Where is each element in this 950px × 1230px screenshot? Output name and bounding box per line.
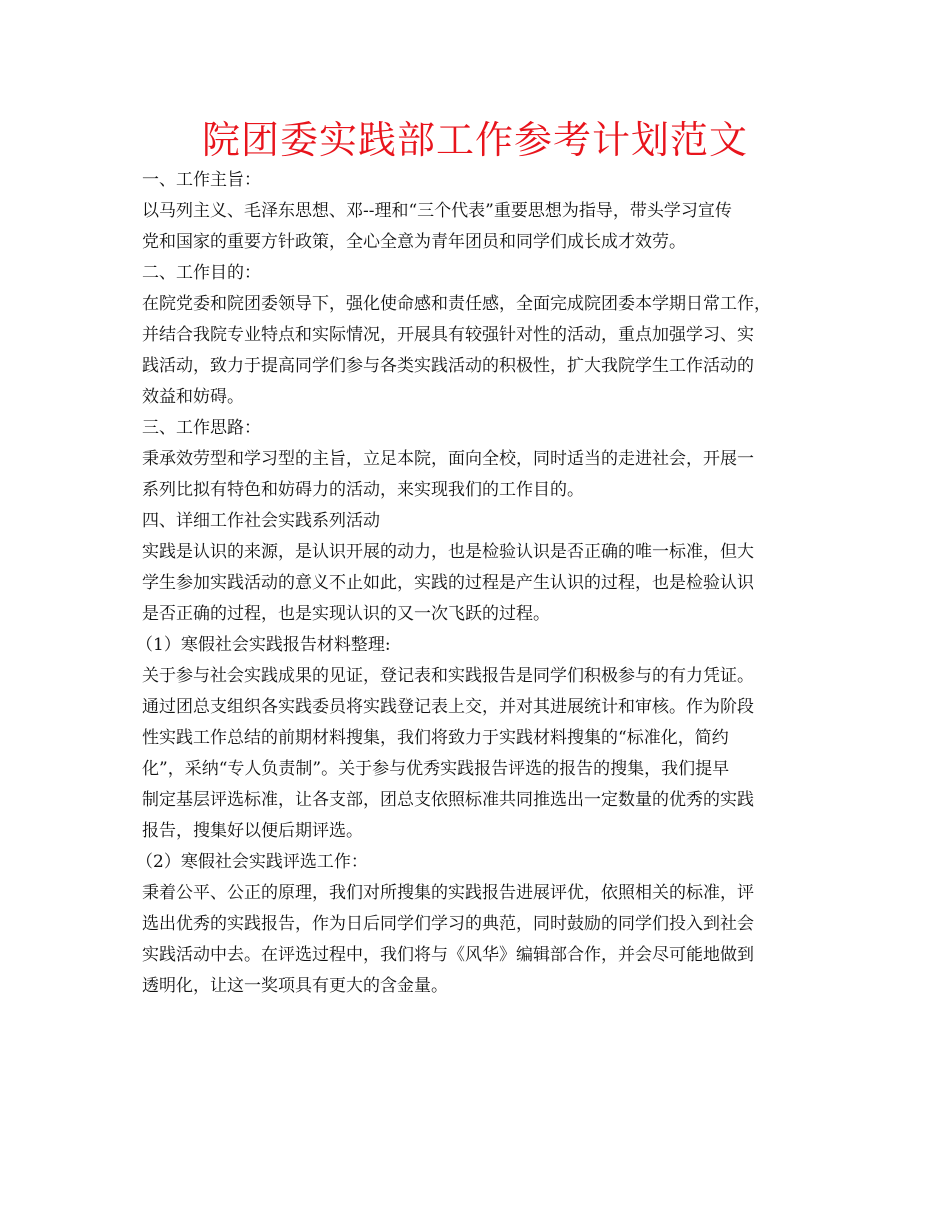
- subsection-heading-2: （2）寒假社会实践评选工作：: [136, 852, 368, 872]
- paragraph-line: 透明化，让这一奖项具有更大的含金量。: [142, 976, 448, 996]
- paragraph-line: 性实践工作总结的前期材料搜集，我们将致力于实践材料搜集的“标准化，简约: [142, 728, 729, 748]
- paragraph-line: 通过团总支组织各实践委员将实践登记表上交，并对其进展统计和审核。作为阶段: [142, 697, 754, 717]
- paragraph-line: 效益和妨碍。: [142, 387, 244, 407]
- section-heading-2: 二、工作目的：: [142, 263, 261, 283]
- paragraph-line: 秉着公平、公正的原理，我们对所搜集的实践报告进展评优，依照相关的标准，评: [142, 883, 754, 903]
- paragraph-line: 并结合我院专业特点和实际情况，开展具有较强针对性的活动，重点加强学习、实: [142, 325, 754, 345]
- paragraph-line: 践活动，致力于提高同学们参与各类实践活动的积极性，扩大我院学生工作活动的: [142, 356, 754, 376]
- paragraph-line: 党和国家的重要方针政策，全心全意为青年团员和同学们成长成才效劳。: [142, 232, 686, 252]
- paragraph-line: 报告，搜集好以便后期评选。: [142, 821, 363, 841]
- document-body: [136, 165, 818, 1002]
- document-title: 院团委实践部工作参考计划范文: [201, 118, 748, 162]
- paragraph-line: 以马列主义、毛泽东思想、邓--理和“三个代表”重要思想为指导，带头学习宣传: [142, 201, 732, 221]
- paragraph-line: 制定基层评选标准，让各支部，团总支依照标准共同推选出一定数量的优秀的实践: [142, 790, 754, 810]
- paragraph-line: 关于参与社会实践成果的见证，登记表和实践报告是同学们积极参与的有力凭证。: [142, 666, 754, 686]
- paragraph-line: 实践活动中去。在评选过程中，我们将与《风华》编辑部合作，并会尽可能地做到: [142, 945, 754, 965]
- section-heading-1: 一、工作主旨：: [142, 170, 261, 190]
- section-heading-4: 四、详细工作社会实践系列活动: [142, 511, 380, 531]
- paragraph-line: 系列比拟有特色和妨碍力的活动，来实现我们的工作目的。: [142, 480, 584, 500]
- paragraph-line: 秉承效劳型和学习型的主旨，立足本院，面向全校，同时适当的走进社会，开展一: [142, 449, 754, 469]
- paragraph-line: 实践是认识的来源，是认识开展的动力，也是检验认识是否正确的唯一标准，但大: [142, 542, 754, 562]
- subsection-heading-1: （1）寒假社会实践报告材料整理:: [136, 635, 391, 655]
- paragraph-line: 在院党委和院团委领导下，强化使命感和责任感，全面完成院团委本学期日常工作，: [142, 294, 771, 314]
- section-heading-3: 三、工作思路：: [142, 418, 261, 438]
- paragraph-line: 选出优秀的实践报告，作为日后同学们学习的典范，同时鼓励的同学们投入到社会: [142, 914, 754, 934]
- paragraph-line: 学生参加实践活动的意义不止如此，实践的过程是产生认识的过程，也是检验认识: [142, 573, 754, 593]
- paragraph-line: 化”，采纳“专人负责制”。关于参与优秀实践报告评选的报告的搜集，我们提早: [142, 759, 730, 779]
- paragraph-line: 是否正确的过程，也是实现认识的又一次飞跃的过程。: [142, 604, 550, 624]
